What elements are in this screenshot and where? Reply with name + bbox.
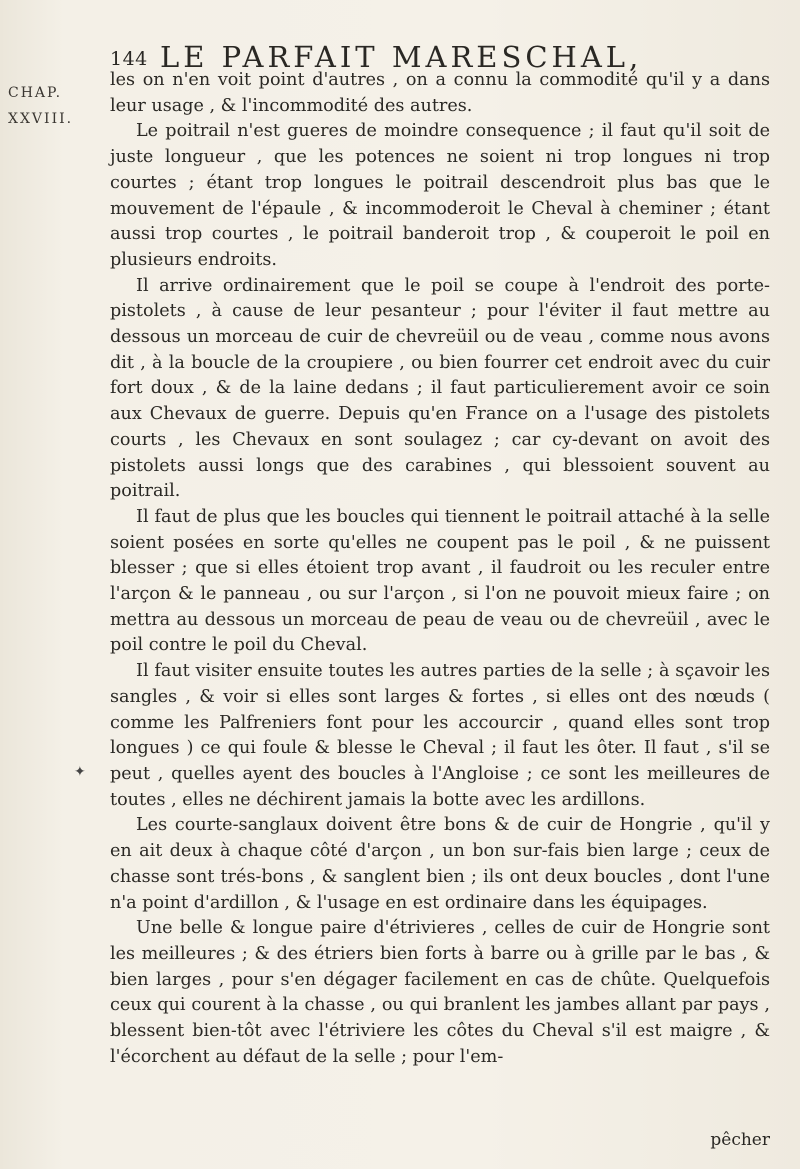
running-title: LE PARFAIT MARESCHAL, <box>160 40 643 74</box>
paragraph: les on n'en voit point d'autres , on a connu la commodité qu'il y a dans leur usage , & l'incommodité des autres. <box>110 70 770 116</box>
body-text <box>110 68 770 1070</box>
chapter-number: XXVIII. <box>8 111 74 127</box>
paragraph: Il faut visiter ensuite toutes les autres parties de la selle ; à sçavoir les sangles , & voir si elles sont larges & fortes , si elles ont des nœuds ( comme les Palfreniers font pour les accourcir , quand elles sont trop longues ) ce qui foule & blesse le Cheval ; il faut les ôter. Il faut , s'il se peut , quelles ayent des boucles à l'Angloise ; ce sont les meilleures de toutes , elles ne déchirent jamais la botte avec les ardillons. <box>110 661 770 810</box>
paragraph: Les courte-sanglaux doivent être bons & de cuir de Hongrie , qu'il y en ait deux à chaque côté d'arçon , un bon sur-fais bien large ; ceux de chasse sont trés-bons , & sanglent bien ; ils ont deux boucles , dont l'une n'a point d'ardillon , & l'usage en est ordinaire dans les équipages. <box>110 815 770 913</box>
chapter-label: CHAP. <box>8 85 63 101</box>
chapter-margin-note <box>8 80 88 132</box>
paragraph: Le poitrail n'est gueres de moindre consequence ; il faut qu'il soit de juste longueur , que les potences ne soient ni trop longues ni trop courtes ; étant trop longues le poitrail descendroit plus bas que le mouvement de l'épaule , & incommoderoit le Cheval à cheminer ; étant aussi trop courtes , le poitrail banderoit trop , & couperoit le poil en plusieurs endroits. <box>110 121 770 270</box>
paragraph: Une belle & longue paire d'étrivieres , celles de cuir de Hongrie sont les meilleures ; & des étriers bien forts à barre ou à grille par le bas , & bien larges , pour s'en dégager facilement en cas de chûte. Quelquefois ceux qui courent à la chasse , ou qui branlent les jambes allant par pays , blessent bien-tôt avec l'étriviere les côtes du Cheval s'il est maigre , & l'écorchent au défaut de la selle ; pour l'em- <box>110 918 770 1067</box>
margin-mark-icon: ✦ <box>74 764 86 780</box>
paragraph: Il faut de plus que les boucles qui tiennent le poitrail attaché à la selle soient posées en sorte qu'elles ne coupent pas le poil , & ne puissent blesser ; que si elles étoient trop avant , il faudroit ou les reculer entre l'arçon & le panneau , ou sur l'arçon , si l'on ne pouvoit mieux faire ; on mettra au dessous un morceau de peau de veau ou de chevreüil , avec le poil contre le poil du Cheval. <box>110 506 770 656</box>
paragraph: Il arrive ordinairement que le poil se coupe à l'endroit des porte-pistolets , à cause de leur pesanteur ; pour l'éviter il faut mettre au dessous un morceau de cuir de chevreüil ou de veau , comme nous avons dit , à la boucle de la croupiere , ou bien fourrer cet endroit avec du cuir fort doux , & de la laine dedans ; il faut particulierement avoir ce soin aux Chevaux de guerre. Depuis qu'en France on a l'usage des pistolets courts , les Chevaux en sont soulagez ; car cy-devant on avoit des pistolets aussi longs que des carabines , qui blessoient souvent au poitrail. <box>110 275 770 502</box>
catchword: pêcher <box>710 1130 770 1150</box>
page-number: 144 <box>110 48 148 70</box>
